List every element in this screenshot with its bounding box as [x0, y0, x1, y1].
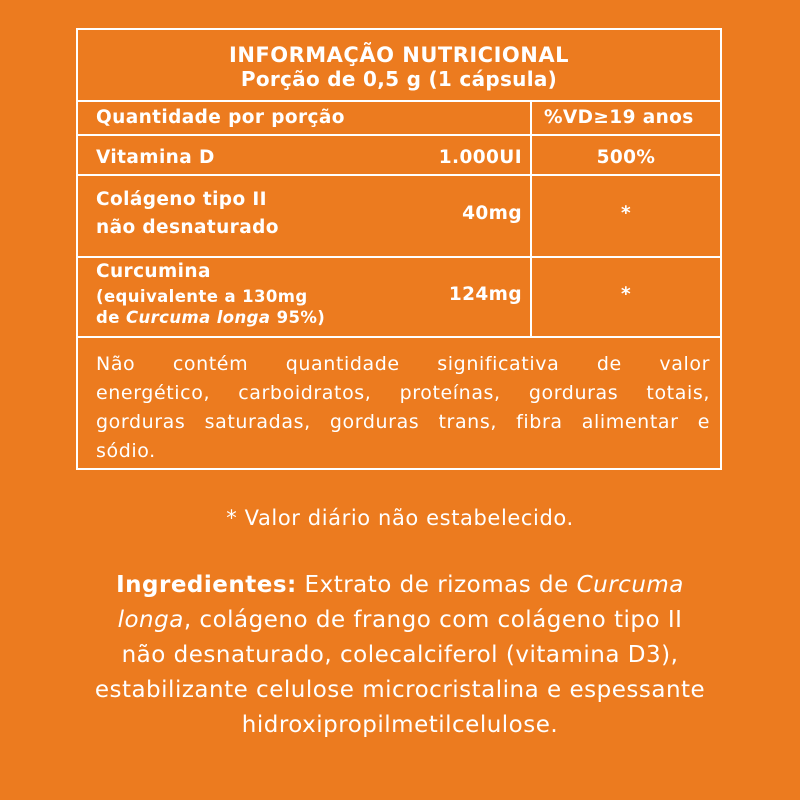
- footnote: * Valor diário não estabelecido.: [226, 506, 574, 530]
- divider: [78, 174, 720, 176]
- nutrient-name: Curcumina: [96, 261, 211, 282]
- table-header: [78, 30, 720, 102]
- nutrient-name-line2: não desnaturado: [96, 217, 279, 238]
- nutrient-amount: 124mg: [448, 284, 522, 305]
- divider: [78, 134, 720, 136]
- nutrient-name: Vitamina D: [96, 147, 215, 168]
- ingredients: [92, 568, 708, 743]
- ingredients-text: Extrato de rizomas de: [296, 572, 577, 598]
- nutrient-amount: 40mg: [462, 203, 522, 224]
- serving-size: Porção de 0,5 g (1 cápsula): [240, 67, 558, 91]
- divider: [78, 336, 720, 338]
- column-header-vd: %VD≥19 anos: [544, 107, 694, 128]
- column-header-quantity: Quantidade por porção: [96, 107, 345, 128]
- nutrient-name: Colágeno tipo II: [96, 189, 267, 210]
- divider: [78, 100, 720, 102]
- column-divider: [530, 100, 532, 336]
- divider: [78, 256, 720, 258]
- nutrient-vd: *: [620, 203, 632, 224]
- ingredients-italic: Curcuma longa: [117, 572, 684, 633]
- nutrition-table: [76, 28, 722, 470]
- ingredients-text-rest: , colágeno de frango com colágeno tipo II não desnaturado, colecalciferol (vitamina D3), estabilizante celulose microcristalina e espessante hidroxipropilmetilcelulose.: [94, 607, 706, 738]
- table-title: INFORMAÇÃO NUTRICIONAL: [229, 43, 569, 67]
- table-notes: Não contém quantidade significativa de valor energético, carboidratos, proteínas, gorduras totais, gorduras saturadas, gorduras trans, fibra alimentar e sódio.: [96, 353, 710, 462]
- nutrient-note: (equivalente a 130mg: [96, 287, 308, 306]
- nutrient-amount: 1.000UI: [438, 147, 522, 168]
- nutrient-note-line2: de Curcuma longa 95%): [96, 308, 326, 327]
- nutrient-vd: 500%: [596, 147, 656, 168]
- ingredients-label: Ingredientes:: [116, 572, 297, 598]
- nutrient-vd: *: [620, 284, 632, 305]
